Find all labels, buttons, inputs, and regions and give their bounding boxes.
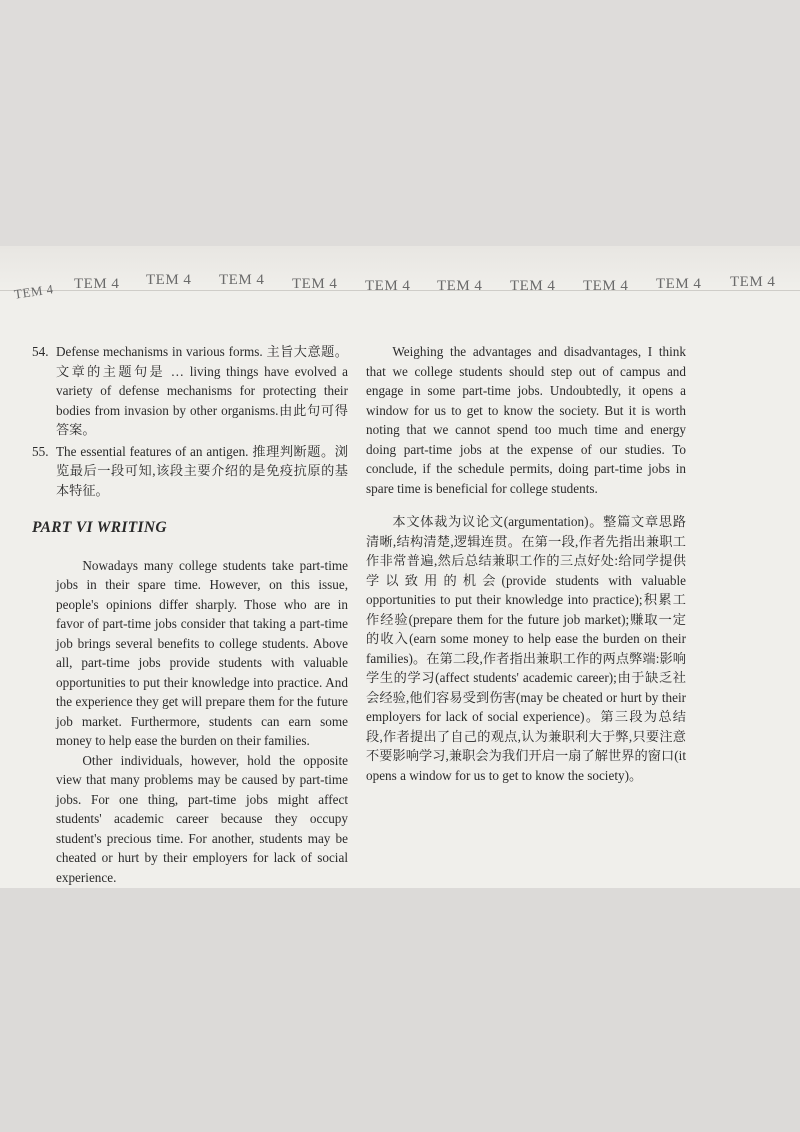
background-bottom <box>0 885 800 1132</box>
right-column <box>366 342 686 785</box>
answer-item-55 <box>32 442 348 501</box>
header-tem: TEM 4 <box>219 272 265 288</box>
answer-item-54 <box>32 342 348 440</box>
background-top <box>0 0 800 250</box>
item-number: 54. <box>32 344 49 359</box>
essay-paragraph-3: Weighing the advantages and disadvantages, I think that we college students should step out of campus and engage in some part-time jobs. Undoubtedly, it opens a window for us to get to know the society. But it is worth noting that we cannot spend too much time and energy doing part-time jobs at the expense of our studies. To conclude, if the schedule permits, doing part-time jobs in spare time is beneficial for college students. <box>366 344 686 496</box>
book-page <box>0 246 800 888</box>
left-column <box>32 342 348 887</box>
header-tem: TEM 4 <box>292 276 338 292</box>
header-tem: TEM 4 <box>656 276 702 292</box>
page-header <box>0 246 800 302</box>
header-tem: TEM 4 <box>74 276 120 292</box>
essay-paragraph-1: Nowadays many college students take part-time jobs in their spare time. However, on this issue, people's opinions differ sharply. Those who are in favor of part-time jobs consider that taking a part-time job brings several benefits to college students. Above all, part-time jobs provide students with valuable opportunities to put their knowledge into practice. And the experience they get will prepare them for the future job market. Furthermore, students can earn some money to help ease the burden on their families. <box>56 557 348 748</box>
header-tem: TEM 4 <box>510 278 556 294</box>
header-tem: TEM 4 <box>365 278 411 294</box>
header-tem: TEM 4 <box>583 278 629 294</box>
section-title: PART VI WRITING <box>32 519 167 536</box>
item-number: 55. <box>32 443 49 459</box>
header-tem: TEM 4 <box>13 281 55 302</box>
essay-paragraph-2: Other individuals, however, hold the opposite view that many problems may be caused by part-time jobs. For one thing, part-time jobs might affect students' academic career because they occupy student's precious time. For another, students may be cheated or hurt by their employers for lack of social experience. <box>56 752 348 885</box>
header-tem: TEM 4 <box>437 278 483 294</box>
header-tem: TEM 4 <box>146 272 192 288</box>
item-text: Defense mechanisms in various forms. 主旨大意题。文章的主题句是 … living things have evolved a variety of defense mechanisms for protecting their bodies from invasion by other organisms.由此句可得答案。 <box>56 344 348 437</box>
header-tem: TEM 4 <box>730 274 776 290</box>
analysis-paragraph: 本文体裁为议论文(argumentation)。整篇文章思路清晰,结构清楚,逻辑连贯。在第一段,作者先指出兼职工作非常普遍,然后总结兼职工作的三点好处:给同学提供学以致用的机会(provide students with valuable opportunities to put their knowledge into practice);积累工作经验(prepare them for the future job market);赚取一定的收入(earn some money to help ease the burden on their families)。在第二段,作者指出兼职工作的两点弊端:影响学生的学习(affect students' academic career);由于缺乏社会经验,他们容易受到伤害(may be cheated or hurt by their employers for lack of social experience)。第三段为总结段,作者提出了自己的观点,认为兼职利大于弊,只要注意不要影响学习,兼职会为我们开启一扇了解世界的窗口(it opens a window for us to get to know the society)。 <box>366 514 686 783</box>
item-text: The essential features of an antigen. 推理判断题。浏览最后一段可知,该段主要介绍的是免疫抗原的基本特征。 <box>56 443 348 498</box>
